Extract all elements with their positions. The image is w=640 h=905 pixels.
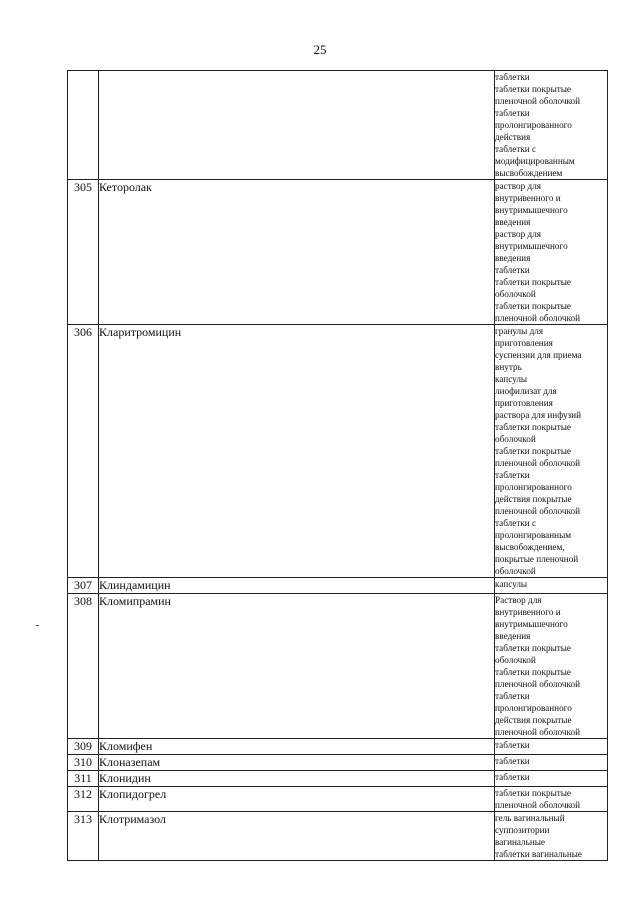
dosage-form-line: пролонгированного [495, 482, 572, 492]
dosage-forms [495, 739, 608, 755]
row-number: 307 [68, 578, 99, 594]
dosage-forms [495, 812, 608, 861]
row-number: 310 [68, 755, 99, 771]
dosage-form-line: действия [495, 132, 531, 142]
table-row [68, 812, 608, 861]
table-row [68, 787, 608, 812]
row-number: 306 [68, 325, 99, 578]
row-number: 309 [68, 739, 99, 755]
dosage-forms [495, 71, 608, 180]
drug-name: Кларитромицин [99, 325, 495, 578]
dosage-form-line: таблетки покрытые [495, 643, 572, 653]
dosage-form-line: капсулы [495, 579, 528, 589]
dosage-form-line: раствор для [495, 181, 542, 191]
drug-name [99, 71, 495, 180]
dosage-form-line: введения [495, 253, 531, 263]
row-number: 313 [68, 812, 99, 861]
table-row [68, 325, 608, 578]
row-number: 308 [68, 594, 99, 739]
dosage-form-line: действия покрытые [495, 715, 572, 725]
dosage-form-line: таблетки покрытые [495, 788, 572, 798]
page-number: 25 [313, 42, 327, 57]
dosage-form-line: таблетки [495, 265, 530, 275]
table-row [68, 71, 608, 180]
drug-list-table [67, 70, 608, 861]
dosage-form-line: внутрь [495, 362, 522, 372]
row-number: 312 [68, 787, 99, 812]
drug-name: Клиндамицин [99, 578, 495, 594]
dosage-form-line: раствор для [495, 229, 542, 239]
drug-name: Клонидин [99, 771, 495, 787]
dosage-form-line: введения [495, 631, 531, 641]
table-row [68, 578, 608, 594]
dosage-form-line: суспензии для приема [495, 350, 582, 360]
dosage-form-line: пленочной оболочкой [495, 458, 581, 468]
drug-name: Кломипрамин [99, 594, 495, 739]
drug-name: Кломифен [99, 739, 495, 755]
dosage-form-line: действия покрытые [495, 494, 572, 504]
dosage-form-line: внутривенного и [495, 193, 561, 203]
dosage-form-line: таблетки [495, 772, 530, 782]
table-row [68, 755, 608, 771]
dosage-form-line: пролонгированным [495, 530, 572, 540]
dosage-form-line: таблетки [495, 756, 530, 766]
dosage-form-line: таблетки покрытые [495, 667, 572, 677]
dosage-form-line: лиофилизат для [495, 386, 557, 396]
drug-name: Клопидогрел [99, 787, 495, 812]
dosage-form-line: оболочкой [495, 434, 536, 444]
drug-name: Клотримазол [99, 812, 495, 861]
dosage-form-line: модифицированным [495, 156, 575, 166]
dosage-forms [495, 325, 608, 578]
drug-name: Кеторолак [99, 180, 495, 325]
margin-mark [36, 625, 39, 626]
dosage-form-line: приготовления [495, 338, 553, 348]
dosage-forms [495, 180, 608, 325]
row-number [68, 71, 99, 180]
dosage-form-line: таблетки покрытые [495, 446, 572, 456]
dosage-forms [495, 755, 608, 771]
dosage-form-line: внутримышечного [495, 619, 568, 629]
dosage-form-line: таблетки покрытые [495, 277, 572, 287]
dosage-form-line: пролонгированного [495, 703, 572, 713]
dosage-form-line: таблетки с [495, 518, 537, 528]
dosage-form-line: таблетки [495, 740, 530, 750]
dosage-form-line: капсулы [495, 374, 528, 384]
dosage-form-line: Раствор для [495, 595, 542, 605]
drug-list-body [68, 71, 608, 861]
dosage-form-line: приготовления [495, 398, 553, 408]
table-row [68, 771, 608, 787]
table-row [68, 739, 608, 755]
dosage-form-line: внутривенного и [495, 607, 561, 617]
dosage-form-line: пролонгированного [495, 120, 572, 130]
dosage-form-line: таблетки [495, 108, 530, 118]
row-number: 311 [68, 771, 99, 787]
dosage-form-line: таблетки покрытые [495, 422, 572, 432]
dosage-form-line: раствора для инфузий [495, 410, 581, 420]
dosage-form-line: таблетки [495, 470, 530, 480]
row-number: 305 [68, 180, 99, 325]
table-row [68, 180, 608, 325]
dosage-form-line: пленочной оболочкой [495, 679, 581, 689]
dosage-form-line: таблетки с [495, 144, 537, 154]
dosage-forms [495, 578, 608, 594]
dosage-form-line: высвобождением, [495, 542, 565, 552]
dosage-form-line: покрытые пленочной [495, 554, 579, 564]
dosage-forms [495, 594, 608, 739]
dosage-form-line: оболочкой [495, 289, 536, 299]
dosage-form-line: высвобождением [495, 168, 563, 178]
dosage-form-line: таблетки [495, 691, 530, 701]
drug-name: Клоназепам [99, 755, 495, 771]
dosage-form-line: гель вагинальный [495, 813, 565, 823]
dosage-form-line: внутримышечного [495, 241, 568, 251]
dosage-form-line: пленочной оболочкой [495, 506, 581, 516]
dosage-form-line: внутримышечного [495, 205, 568, 215]
dosage-form-line: пленочной оболочкой [495, 800, 581, 810]
dosage-form-line: суппозитории [495, 825, 550, 835]
dosage-form-line: пленочной оболочкой [495, 96, 581, 106]
dosage-form-line: пленочной оболочкой [495, 313, 581, 323]
dosage-form-line: таблетки покрытые [495, 84, 572, 94]
table-row [68, 594, 608, 739]
dosage-form-line: таблетки покрытые [495, 301, 572, 311]
dosage-form-line: таблетки [495, 72, 530, 82]
dosage-form-line: вагинальные [495, 837, 545, 847]
dosage-form-line: таблетки вагинальные [495, 849, 583, 859]
dosage-form-line: оболочкой [495, 655, 536, 665]
dosage-forms [495, 787, 608, 812]
dosage-forms [495, 771, 608, 787]
dosage-form-line: оболочкой [495, 566, 536, 576]
dosage-form-line: гранулы для [495, 326, 544, 336]
dosage-form-line: пленочной оболочкой [495, 727, 581, 737]
dosage-form-line: введения [495, 217, 531, 227]
